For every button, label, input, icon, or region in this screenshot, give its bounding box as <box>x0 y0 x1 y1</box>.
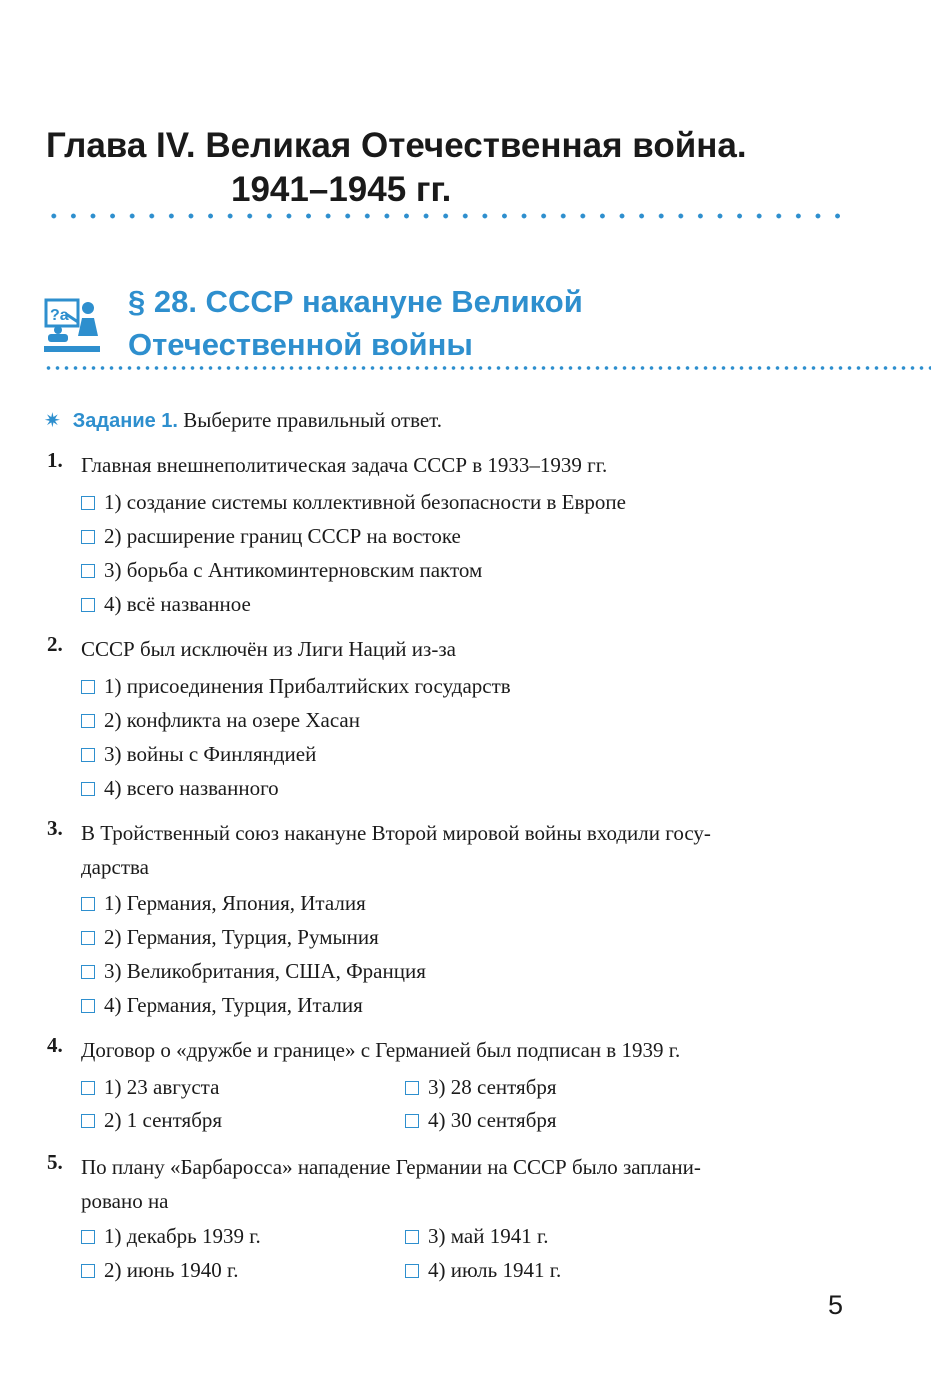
task-heading <box>44 405 442 436</box>
question-text-line1: В Тройственный союз накануне Второй мировой войны входили госу- <box>81 821 711 845</box>
option-3-3[interactable] <box>81 956 426 986</box>
paragraph-title-line2: Отечественной войны <box>128 327 473 362</box>
page-number: 5 <box>828 1290 844 1320</box>
teacher-at-board-icon <box>44 296 100 354</box>
question-number: 5. <box>47 1150 63 1174</box>
question-text: Договор о «дружбе и границе» с Германией был подписан в 1939 г. <box>81 1038 681 1062</box>
option-2-2[interactable] <box>81 705 360 735</box>
option-label: 3) войны с Финляндией <box>104 742 317 766</box>
option-label: 1) создание системы коллективной безопасности в Европе <box>104 490 626 514</box>
option-label: 3) 28 сентября <box>428 1075 557 1099</box>
question-text-line2: ровано на <box>81 1189 169 1213</box>
question-number: 1. <box>47 448 63 472</box>
option-label: 2) расширение границ СССР на востоке <box>104 524 461 548</box>
checkbox[interactable] <box>81 748 95 762</box>
checkbox[interactable] <box>81 965 95 979</box>
option-2-3[interactable] <box>81 739 316 769</box>
checkbox[interactable] <box>81 782 95 796</box>
option-5-1[interactable] <box>81 1221 261 1251</box>
option-label: 4) 30 сентября <box>428 1108 557 1132</box>
option-label: 2) июнь 1940 г. <box>104 1258 239 1282</box>
paragraph-title <box>128 280 583 366</box>
option-1-2[interactable] <box>81 521 461 551</box>
option-label: 1) Германия, Япония, Италия <box>104 891 366 915</box>
option-label: 4) всё названное <box>104 592 251 616</box>
option-5-4[interactable] <box>405 1255 561 1285</box>
option-4-2[interactable] <box>81 1105 222 1135</box>
chapter-divider <box>44 213 846 219</box>
checkbox[interactable] <box>81 714 95 728</box>
option-2-1[interactable] <box>81 671 511 701</box>
option-label: 4) всего названного <box>104 776 279 800</box>
checkbox[interactable] <box>405 1264 419 1278</box>
checkbox[interactable] <box>81 530 95 544</box>
option-5-2[interactable] <box>81 1255 238 1285</box>
asterisk-icon: ✷ <box>44 410 61 432</box>
chapter-title <box>46 124 747 212</box>
option-label: 2) 1 сентября <box>104 1108 223 1132</box>
option-4-3[interactable] <box>405 1072 557 1102</box>
question-number: 2. <box>47 632 63 656</box>
option-1-4[interactable] <box>81 589 251 619</box>
option-label: 1) декабрь 1939 г. <box>104 1224 261 1248</box>
option-label: 3) борьба с Антикоминтерновским пактом <box>104 558 483 582</box>
option-label: 4) Германия, Турция, Италия <box>104 993 363 1017</box>
question-text-line1: По плану «Барбаросса» нападение Германии на СССР было заплани- <box>81 1155 701 1179</box>
question-number: 3. <box>47 816 63 840</box>
option-5-3[interactable] <box>405 1221 548 1251</box>
checkbox[interactable] <box>81 598 95 612</box>
option-1-1[interactable] <box>81 487 626 517</box>
question-number: 4. <box>47 1033 63 1057</box>
task-label: Задание 1. <box>72 410 178 432</box>
checkbox[interactable] <box>81 1230 95 1244</box>
question-text: СССР был исключён из Лиги Наций из-за <box>81 637 456 661</box>
checkbox[interactable] <box>81 680 95 694</box>
option-3-2[interactable] <box>81 922 379 952</box>
option-label: 1) присоединения Прибалтийских государств <box>104 674 511 698</box>
checkbox[interactable] <box>81 931 95 945</box>
checkbox[interactable] <box>81 1264 95 1278</box>
option-label: 1) 23 августа <box>104 1075 220 1099</box>
task-instruction: Выберите правильный ответ. <box>183 408 443 432</box>
option-1-3[interactable] <box>81 555 482 585</box>
checkbox[interactable] <box>81 564 95 578</box>
option-label: 4) июль 1941 г. <box>428 1258 562 1282</box>
chapter-title-line1: Глава IV. Великая Отечественная война. <box>46 126 747 165</box>
question-text <box>81 816 841 884</box>
checkbox[interactable] <box>81 999 95 1013</box>
svg-text:?a: ?a <box>50 307 69 324</box>
chapter-title-line2: 1941–1945 гг. <box>231 170 452 209</box>
option-label: 2) Германия, Турция, Румыния <box>104 925 379 949</box>
checkbox[interactable] <box>405 1230 419 1244</box>
option-3-4[interactable] <box>81 990 363 1020</box>
checkbox[interactable] <box>81 1081 95 1095</box>
checkbox[interactable] <box>81 897 95 911</box>
option-3-1[interactable] <box>81 888 366 918</box>
question-text: Главная внешнеполитическая задача СССР в 1933–1939 гг. <box>81 453 608 477</box>
option-label: 3) май 1941 г. <box>428 1224 549 1248</box>
checkbox[interactable] <box>81 496 95 510</box>
option-label: 3) Великобритания, США, Франция <box>104 959 426 983</box>
option-4-1[interactable] <box>81 1072 219 1102</box>
option-label: 2) конфликта на озере Хасан <box>104 708 360 732</box>
question-text <box>81 1150 841 1218</box>
checkbox[interactable] <box>405 1081 419 1095</box>
option-4-4[interactable] <box>405 1105 557 1135</box>
option-2-4[interactable] <box>81 773 279 803</box>
checkbox[interactable] <box>81 1114 95 1128</box>
paragraph-title-line1: § 28. СССР накануне Великой <box>128 284 583 319</box>
question-text-line2: дарства <box>81 855 149 879</box>
paragraph-divider <box>44 365 931 371</box>
checkbox[interactable] <box>405 1114 419 1128</box>
